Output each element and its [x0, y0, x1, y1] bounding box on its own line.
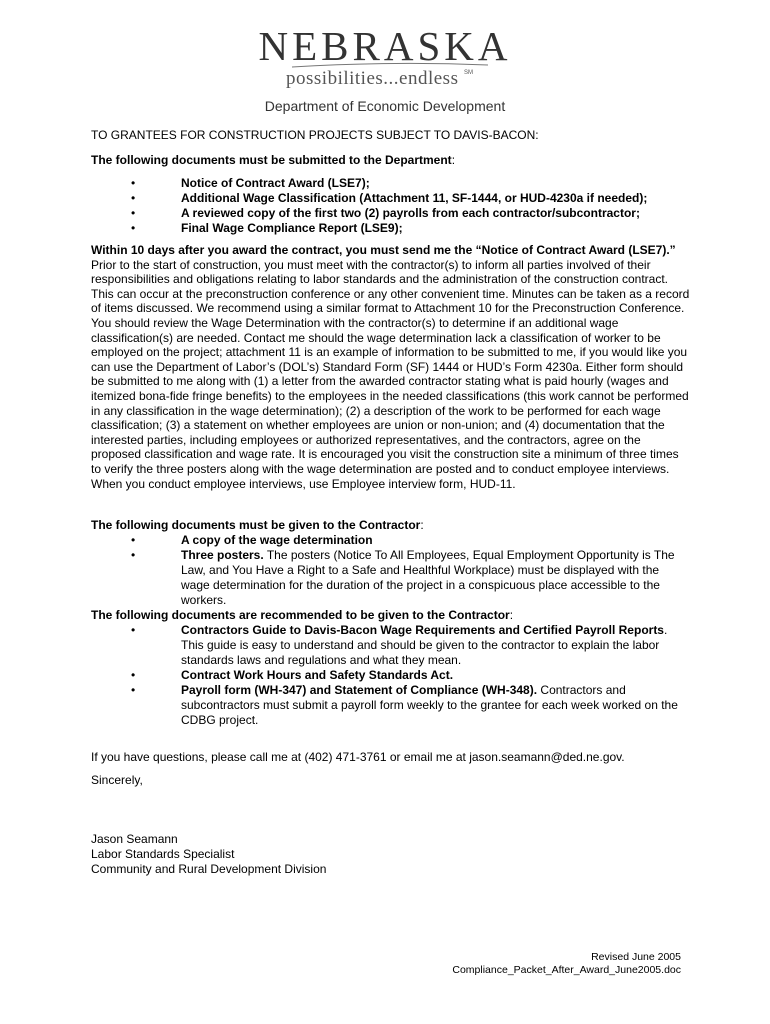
- main-paragraph-lead: Within 10 days after you award the contract, you must send me the “Notice of Contract Award (LSE7).”: [91, 243, 676, 257]
- main-paragraph-body: Prior to the start of construction, you must meet with the contractor(s) to inform all parties involved of their responsibilities and obligations relating to labor standards and the administration of the construction contract. This can occur at the preconstruction conference or any other convenient time. Minutes can be taken as a record of items discussed. We recommend using a similar format to Attachment 10 for the Preconstruction Conference. You should review the Wage Determination with the contractor(s) to determine if an additional wage classification(s) are needed. Contact me should the wage determination lack a classification of worker to be employed on the project; attachment 11 is an example of information to be submitted to me, if you would like you can use the Department of Labor’s (DOL’s) Standard Form (SF) 1444 or HUD’s Form 4230a. Either form should be submitted to me along with (1) a letter from the awarded contractor stating what is paid hourly (wages and itemized bona-fide fringe benefits) to the employees in the needed classifications (this work cannot be performed in any classification in the wage determination); (2) a description of the work to be performed for each wage classification; (3) a statement on whether employees are union or non-union; and (4) documentation that the interested parties, including employees or authorized representatives, and the contractors, agree on the proposed classification and wage rate. It is encouraged you visit the construction site a minimum of three times to verify the three posters along with the wage determination are posted and to conduct employee interviews. When you conduct employee interviews, use Employee interview form, HUD-11.: [91, 257, 690, 491]
- list-item: [181, 683, 686, 728]
- given-intro: [91, 518, 424, 533]
- file-name: Compliance_Packet_After_Award_June2005.doc: [452, 964, 681, 976]
- bullet-glyph: •: [131, 548, 136, 562]
- main-paragraph: [91, 243, 691, 491]
- bullet-glyph: •: [131, 191, 136, 205]
- list-item: Final Wage Compliance Report (LSE9);: [181, 221, 403, 235]
- bullet-glyph: •: [131, 683, 136, 697]
- list-item: [181, 548, 686, 608]
- bullet-glyph: •: [131, 176, 136, 190]
- recommended-intro-text: The following documents are recommended to be given to the Contractor: [91, 608, 510, 622]
- nebraska-logo-text: NEBRASKA: [258, 23, 512, 69]
- logo-tagline: possibilities...endless: [286, 68, 459, 89]
- list-item: Additional Wage Classification (Attachment 11, SF-1444, or HUD-4230a if needed);: [181, 191, 648, 205]
- list-item-lead: Three posters.: [181, 548, 264, 562]
- given-intro-colon: :: [420, 518, 424, 532]
- submit-intro-text: The following documents must be submitted to the Department: [91, 153, 452, 167]
- signer-name: Jason Seamann: [91, 832, 178, 846]
- bullet-glyph: •: [131, 668, 136, 682]
- bullet-glyph: •: [131, 533, 136, 547]
- revised-date: Revised June 2005: [591, 951, 681, 963]
- list-item: A copy of the wage determination: [181, 533, 373, 547]
- submit-intro: [91, 153, 455, 168]
- submit-intro-colon: :: [451, 153, 456, 167]
- bullet-glyph: •: [131, 206, 136, 220]
- closing: Sincerely,: [91, 773, 143, 787]
- list-item-text: . This guide is easy to understand and should be given to the contractor to explain the labor standards laws and regulations and what they mean.: [181, 623, 668, 667]
- list-item-text: The posters (Notice To All Employees, Equal Employment Opportunity is The Law, and You Have a Right to a Safe and Healthful Workplace) must be displayed with the wage determination for the duration of the project in a conspicuous place accessible to the workers.: [181, 548, 675, 607]
- questions-line: If you have questions, please call me at (402) 471-3761 or email me at jason.seamann@ded.ne.gov.: [91, 750, 625, 764]
- signer-title: Labor Standards Specialist: [91, 847, 235, 861]
- bullet-glyph: •: [131, 623, 136, 637]
- servicemark: SM: [464, 70, 473, 76]
- given-intro-text: The following documents must be given to the Contractor: [91, 518, 421, 532]
- bullet-glyph: •: [131, 221, 136, 235]
- list-item-lead: Contractors Guide to Davis-Bacon Wage Requirements and Certified Payroll Reports: [181, 623, 664, 637]
- list-item: Contract Work Hours and Safety Standards Act.: [181, 668, 454, 682]
- list-item-lead: Payroll form (WH-347) and Statement of Compliance (WH-348).: [181, 683, 538, 697]
- department-name: Department of Economic Development: [264, 98, 506, 114]
- list-item: A reviewed copy of the first two (2) payrolls from each contractor/subcontractor;: [181, 206, 640, 220]
- signer-division: Community and Rural Development Division: [91, 862, 327, 876]
- recommended-intro: [91, 608, 513, 623]
- recommended-intro-colon: :: [509, 608, 514, 622]
- page-heading: TO GRANTEES FOR CONSTRUCTION PROJECTS SUBJECT TO DAVIS-BACON:: [91, 128, 539, 142]
- list-item: Notice of Contract Award (LSE7);: [181, 176, 370, 190]
- list-item: [181, 623, 686, 668]
- list-item-text: Contractors and subcontractors must submit a payroll form weekly to the grantee for each week worked on the CDBG project.: [181, 683, 678, 727]
